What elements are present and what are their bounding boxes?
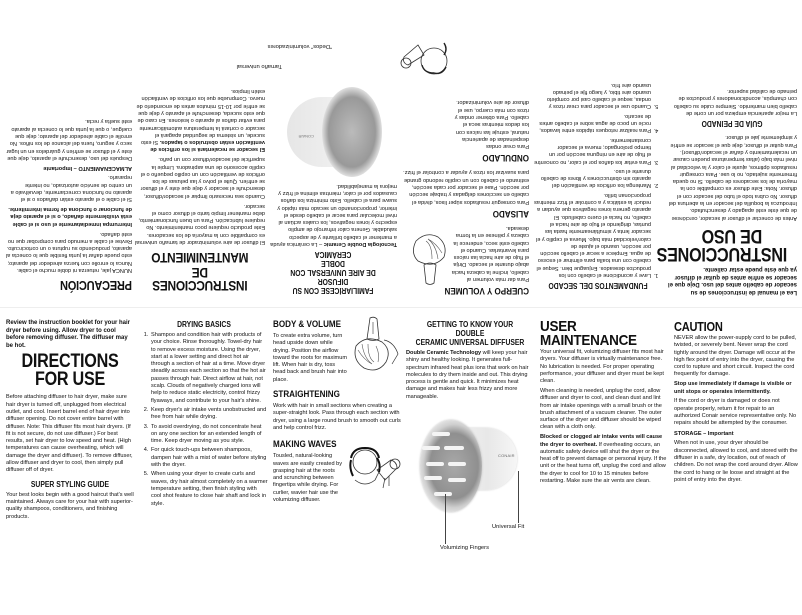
column-directions bbox=[6, 320, 134, 523]
es-label-universal-fit: Tamaño universal bbox=[236, 63, 282, 69]
maintenance-p1: Your universal fit, volumizing diffuser fits most hair dryers. Your diffuser is virtually maintenance free. No lubrication is needed. For proper operating performance, your diffuser and dryer must be kept clean. bbox=[540, 349, 664, 385]
list-item: 5. Cuando use el secador para crear rizos y ondas, seque el cabello casi por completo usando aire tibio, y luego fije el peinado usando aire frío. bbox=[534, 80, 652, 109]
es-waves-title: ONDULADO bbox=[482, 152, 529, 164]
diffuser-product-image bbox=[420, 420, 520, 512]
tech-description: will keep your hair shiny and healthy looking. It generates full-spectrum infrared heat plus ions that work on hair molecules to dry them inside and out. This drying process is gentle and quick. It minimizes heat damage and makes hair less frizzy and more manageable. bbox=[406, 350, 529, 400]
maintenance-p3: If overheating occurs, an automatic safety device will shut the dryer or the heat off to prevent damage or personal injury. If the unit or the heat turns off, unplug the cord and allow the dryer to cool for 10 to 15 minutes before restarting. Make sure the air vents are clean. bbox=[540, 441, 667, 485]
column-diffuser-info bbox=[406, 320, 534, 404]
es-styling-text: La mejor apariencia empieza por un corte de cabello bien mantenido. Siempre cuide su cabello con champús, acondicionadores y productos de peinado de calidad superior. bbox=[673, 88, 797, 117]
es-caution-warning: Interrumpa inmediatamente el uso si el cable está visiblemente dañado, o si el aparato deja de funcionar o funciona de forma intermitente. bbox=[8, 206, 132, 227]
list-item: 1. Shampoo and condition hair with products of your choice. Rinse thoroughly. Towel-dry hair to remove excess moisture. Using the dryer, start at a lower setting and direct hot air through a section of hair at a time. Move dryer steadily across each section so that the hot air passes through hair. Direct airflow at hair, not scalp. Clouds of negatively charged ions will help to reduce static electricity, control frizzy flyaways, and contribute to your hair's shine. bbox=[150, 332, 268, 405]
caution-stop-use-warning: Stop use immediately if damage is visible or unit stops or operates intermittently. bbox=[674, 381, 792, 395]
list-item: 1. Lave y acondicione el cabello con los productos deseados. Enjuague bien. Seque el cabello con una toalla para eliminar el exceso de agua. Empiece a secar el cabello sección por sección, usando el ajuste de calor/velocidad más bajo. Mueva el cepillo y el secador lenta y simultáneamente hasta las puntas, dirigiendo el flujo de aire hacia el cabello, no hacia el cuero cabelludo. El aparato genera iones negativos que ayudan a reducir la estática y a controlar el frizz mientras proporcionan brillo. bbox=[534, 190, 652, 278]
es-drying-list bbox=[534, 80, 662, 278]
storage-text: When not in use, your dryer should be disconnected, allowed to cool, and stored with the diffuser in a safe, dry location, out of reach of children. Do not wrap the cord around dryer. Allow the cord to hang or lie loose and straight at the point of entry into the dryer. bbox=[674, 440, 798, 483]
es-column-diffuser bbox=[269, 179, 397, 295]
es-title-line1: INSTRUCCIONES bbox=[656, 242, 788, 264]
es-maint-p3: Si esto sucede, un sistema de seguridad apagará el secador o cortará la temperatura automáticamente para evitar daños al aparato o lesiones. En caso de que esto suceda, desenchufe el aparato y deje que se enfríe por 10-15 minutos antes de encenderlo de nuevo. Compruebe que los orificios de ventilación estén limpios. bbox=[136, 88, 265, 146]
list-item: 4. For quick touch-ups between shampoos, dampen hair with a mist of water before styling with the dryer. bbox=[150, 447, 268, 469]
es-caution-p2: Si el cable o el aparato están dañados o si el aparato no funciona correctamente, devuélvalo a un centro de servicio autorizado, no intente repararlo. bbox=[10, 174, 132, 203]
es-tech-text: – La cerámica ayuda a mantener el cabello brillante y de aspecto saludable. Genera calor infrarrojo de amplio espectro y iones negativos, los cuales actúan al nivel molecular para secar el cabello desde el interior, proporcionando un secado más rápido y suave para el cabello. Esto minimiza los daños causados por el calor, mientras elimina el frizz y mejora la manejabilidad. bbox=[270, 182, 397, 247]
drying-basics-list bbox=[140, 332, 268, 508]
list-item: 3. To avoid overdrying, do not concentrate heat on any one section for an extended length of time. Keep dryer moving as you style. bbox=[150, 424, 268, 446]
list-item: 2. Mantenga los orificios de ventilación del aparato sin obstrucciones y libres de cabello durante el uso. bbox=[534, 167, 652, 189]
es-label-volumizing-fingers: "Dedos" voluminizadores bbox=[267, 43, 332, 49]
styling-guide-text: Your best looks begin with a good haircut that's well maintained. Always care for your hair with superior-quality shampoos, conditioners, and finishing products. bbox=[6, 491, 134, 520]
directions-intro-text: Before attaching diffuser to hair dryer, make sure hair dryer is turned off, unplugged from electrical outlet, and cool. Insert barrel end of hair dryer into diffuser opening. Do not cover entire barrel with diffuser. Note: This diffuser fits most hair dryers. (If fit is not secure, do not use diffuser.) For best results, set hair dryer to low speed and heat. (High temperatures can cause overheating, which will damage the dryer and diffuser). To remove diffuser, allow diffuser and dryer to cool, then simply pull diffuser off of dryer. bbox=[6, 394, 133, 474]
es-brand-label: CONAIR bbox=[298, 134, 314, 139]
es-storage-text: Después del uso, desenchufe el aparato, deje que éste y el difusor se enfríen y guárdelos en un lugar seco y seguro, fuera del alcance de los niños. No enrolle el cable alrededor del aparato; deje que cuelgue, o que la junta que lo conecta al aparato esté suelta y recta. bbox=[6, 118, 132, 161]
es-diffuser-title-3: CERÁMICA bbox=[314, 250, 352, 259]
tech-bold-label: Double Ceramic Technology bbox=[406, 350, 482, 356]
es-maint-title-1: INSTRUCCIONES DE bbox=[152, 265, 248, 294]
list-item: 4. Para realizar retoques rápidos entre lavados, rocíe un poco de agua sobre el cabello antes de secarlo. bbox=[534, 111, 652, 133]
overheat-warning: Blocked or clogged air intake vents will cause the dryer to overheat. bbox=[540, 434, 663, 448]
making-waves-illustration-icon bbox=[397, 27, 452, 77]
caution-p2: If the cord or dryer is damaged or does not operate properly, return it for repair to an authorized Conair service representative only. No repairs should be attempted by the consumer. bbox=[674, 398, 797, 427]
styling-guide-title: SUPER STYLING GUIDE bbox=[30, 479, 110, 489]
es-title-line2: DE USO bbox=[701, 224, 763, 246]
list-item: 2. Keep dryer's air intake vents unobstructed and free from hair while drying. bbox=[150, 407, 268, 422]
list-item: 3. Para evitar los daños por el calor, no concentre el flujo de aire en ninguna sección por un tiempo prolongado; mueva el secador constantemente. bbox=[534, 135, 652, 164]
es-storage-title: ALMACENAMIENTO – Importante bbox=[43, 164, 132, 171]
es-straight-title: ALISADO bbox=[492, 207, 529, 219]
es-body-title: CUERPO Y VOLUMEN bbox=[444, 285, 529, 296]
es-column-maintenance bbox=[135, 84, 265, 295]
es-column-caution bbox=[4, 115, 132, 295]
caution-p1: NEVER allow the power-supply cord to be pulled, twisted, or severely bent. Never wrap the cord tightly around the dryer. Damage will occur at the high flex point of entry into the dryer, causing the cord to rupture and short circuit. Inspect the cord frequently for damage. bbox=[674, 335, 797, 378]
english-half bbox=[0, 308, 802, 615]
es-maint-p1: El difusor de aire voluminizador de tamaño universal es compatible con la mayoría de los secadores. Este producto requiere poco mantenimiento. No requiere lubricación. Para un buen funcionamiento, debe mantener limpio tanto el difusor como el secador. bbox=[135, 202, 265, 245]
straightening-text: Work with hair in small sections when creating a super-straight look. Pass through each section with dryer, using a large round brush to smooth out curls and help control frizz. bbox=[273, 403, 401, 431]
body-volume-illustration-icon bbox=[402, 227, 452, 287]
es-drying-title: FUNDAMENTOS DEL SECADO bbox=[548, 281, 648, 290]
column-user-maintenance bbox=[540, 320, 668, 488]
body-volume-text: To create extra volume, turn head upside down while drying. Position the airflow toward the roots for maximum lift. When hair is dry, toss head back and brush hair into place. bbox=[273, 333, 347, 383]
es-tech-bold: Tecnología Double Ceramic bbox=[323, 241, 397, 247]
directions-title-line2: FOR USE bbox=[34, 369, 105, 391]
column-drying-basics bbox=[140, 320, 268, 510]
diffuser-title-line2: CERAMIC UNIVERSAL DIFFUSER bbox=[415, 338, 525, 347]
drying-basics-title: DRYING BASICS bbox=[177, 320, 231, 329]
es-caution-title: PRECAUCIÓN bbox=[60, 278, 132, 293]
es-column-drying-basics bbox=[534, 78, 662, 295]
brand-logo: CONAIR bbox=[498, 453, 515, 458]
body-volume-illustration-icon bbox=[350, 316, 400, 378]
es-straight-text: Para conseguir resultados súper lisos, divida el cabello en secciones delgadas y trabaje sección por sección. Pase el secador por cada sección, estirando el cabello con un cepillo redondo grande para suavizar los rizos y ayudar a controlar el frizz. bbox=[403, 169, 529, 205]
straightening-title: STRAIGHTENING bbox=[273, 389, 340, 401]
body-volume-title: BODY & VOLUME bbox=[273, 319, 342, 330]
spanish-half bbox=[0, 0, 802, 307]
es-maint-p2: Cuando sea necesario limpiar el secador/difusor, desenchufe el secador y deje que éste y el difusor se enfríen. Quite el polvo y las pelusas de los orificios de ventilación con un cepillo pequeño o el cepillo accesorio de una aspiradora. Limpie la superficie del secador/difusor con un paño. bbox=[140, 156, 265, 199]
label-volumizing-fingers: Volumizing Fingers bbox=[440, 545, 489, 551]
es-styling-title: GUÍA DE PEINADO bbox=[701, 119, 763, 129]
es-waves-text: Para crear ondas despeinadas de apariencia natural, estruje las raíces con los dedos mientras seca el cabello. Para obtener ondas y rizos con más cuerpo, use el difusor de aire voluminizador. bbox=[454, 99, 529, 150]
es-diffuser-title-1: FAMILIARÍCESE CON SU DIFUSOR bbox=[292, 277, 374, 295]
es-caution-p1: NUNCA jale, retuerza ni doble mucho el cable. Nunca lo enrolle con fuerza alrededor del aparato; esto puede dañar la junta flexible que lo conecta al aparato, produciendo su ruptura o un cortocircuito. Revise el cable a menudo para comprobar que no esté dañado. bbox=[6, 230, 132, 273]
lead-warning: Review the instruction booklet for your hair dryer before using. Allow dryer to cool before removing diffuser. The diffuser may be hot. bbox=[6, 320, 131, 349]
es-column-directions bbox=[656, 84, 797, 295]
making-waves-title: MAKING WAVES bbox=[273, 439, 337, 451]
diffuser-title-line1: GETTING TO KNOW YOUR DOUBLE bbox=[426, 320, 514, 338]
directions-title-line1: DIRECTIONS bbox=[21, 351, 119, 373]
es-maint-title-2: MANTENIMIENTO bbox=[151, 250, 249, 266]
es-diffuser-image bbox=[287, 82, 382, 177]
es-lead-warning: Lea el manual de instrucciones de su secador de cabello antes del uso. Deje que el secador se enfríe antes de quitar el difusor ya que éste puede estar caliente. bbox=[667, 266, 797, 295]
es-maint-warning: El secador se recalentará si los orificios de ventilación están obstruidos o tapados. bbox=[150, 139, 265, 153]
maintenance-title: USER MAINTENANCE bbox=[540, 318, 637, 349]
es-diffuser-title-2: DE AIRE UNIVERSAL CON DOBLE bbox=[290, 259, 376, 277]
list-item: 5. When using your dryer to create curls and waves, dry hair almost completely on a warmer temperature setting, then finish styling with cool shot feature to close hair shaft and lock in style. bbox=[150, 471, 268, 507]
caution-title: CAUTION bbox=[674, 319, 723, 334]
storage-title: STORAGE – Important bbox=[674, 430, 734, 437]
making-waves-illustration-icon bbox=[347, 446, 405, 496]
universal-fit-leader-line bbox=[518, 471, 519, 523]
label-universal-fit: Universal Fit bbox=[492, 524, 525, 530]
maintenance-p2: When cleaning is needed, unplug the cord, allow diffuser and dryer to cool, and clean dust and lint from air intake openings with a small brush or the brush attachment of a vacuum cleaner. The outer surface of the dryer and diffuser should be wiped clean with a cloth only. bbox=[540, 387, 662, 431]
column-caution bbox=[674, 320, 798, 487]
es-intro-text: Antes de conectar el difusor al secador, cerciórese de que éste esté apagado y desenchufado. Introduzca la boquilla del secador en la abertura del difusor. No cubra todo el tubo del secador con el difusor. Nota: Este difusor es compatible con la mayoría de los secadores de cabello. Si no queda firmemente sujetado, no lo use. Para conseguir resultados óptimos, ajuste el calor y la velocidad al nivel más bajo (altas temperaturas pueden causar un recalentamiento y dañar el secador/difusor). Para quitar el difusor, deje que el secador se enfríe y simplemente jale el difusor. bbox=[668, 134, 797, 221]
volumizing-fingers-leader-line bbox=[445, 494, 446, 544]
es-body-text: Para dar más volumen al cabello, incline la cabeza hacia abajo durante el secado. Dirija el flujo de aire hacia las raíces para levantarlas. Cuando el cabello esté seco, enderece la cabeza y péinese en la forma deseada. bbox=[451, 224, 529, 282]
making-waves-text: Tousled, natural-looking waves are easily created by grasping hair at the roots and scrunching between fingertips while drying. For curlier, wavier hair use the volumizing diffuser. bbox=[273, 453, 343, 504]
